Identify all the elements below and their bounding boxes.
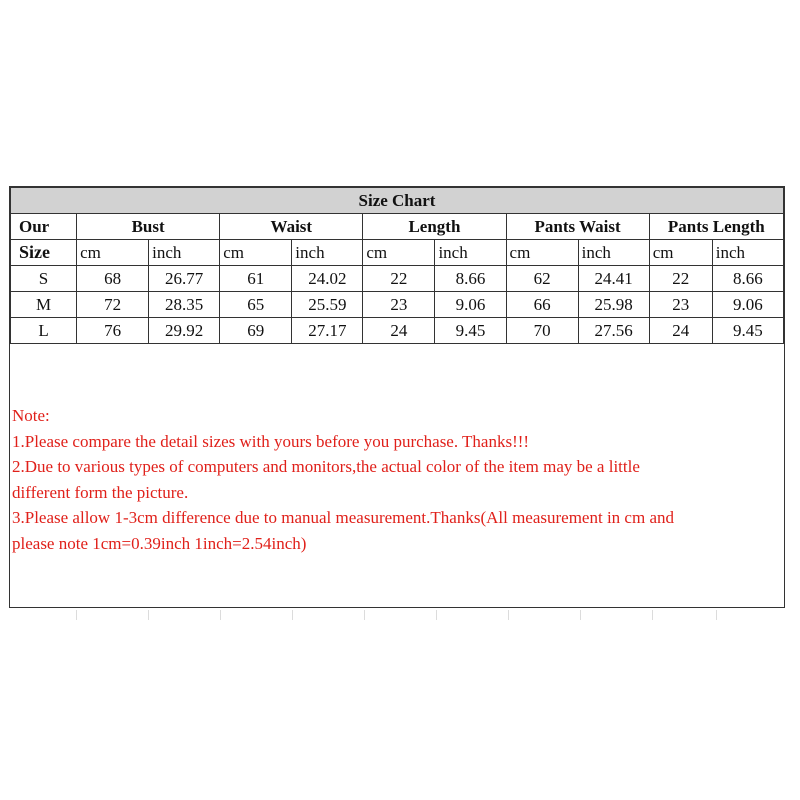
size-chart-table bbox=[10, 187, 784, 344]
group-header-pants-length: Pants Length bbox=[649, 214, 783, 240]
size-cell: L bbox=[11, 318, 77, 344]
unit-inch: inch bbox=[149, 240, 220, 266]
measure-cell: 24.02 bbox=[292, 266, 363, 292]
table-row bbox=[11, 266, 784, 292]
grid-tick bbox=[716, 610, 717, 620]
grid-tick bbox=[76, 610, 77, 620]
group-header-pants-waist: Pants Waist bbox=[506, 214, 649, 240]
measure-cell: 68 bbox=[77, 266, 149, 292]
size-cell: M bbox=[11, 292, 77, 318]
unit-cm: cm bbox=[363, 240, 435, 266]
measure-cell: 24 bbox=[649, 318, 712, 344]
table-row bbox=[11, 292, 784, 318]
our-label: Our bbox=[11, 214, 77, 240]
grid-tick bbox=[436, 610, 437, 620]
unit-inch: inch bbox=[292, 240, 363, 266]
measure-cell: 9.06 bbox=[712, 292, 783, 318]
measure-cell: 24.41 bbox=[578, 266, 649, 292]
notes-section bbox=[12, 403, 782, 556]
measure-cell: 23 bbox=[649, 292, 712, 318]
grid-tick bbox=[148, 610, 149, 620]
measure-cell: 9.45 bbox=[712, 318, 783, 344]
measure-cell: 27.56 bbox=[578, 318, 649, 344]
measure-cell: 28.35 bbox=[149, 292, 220, 318]
unit-inch: inch bbox=[435, 240, 506, 266]
measure-cell: 23 bbox=[363, 292, 435, 318]
measure-cell: 65 bbox=[220, 292, 292, 318]
measure-cell: 8.66 bbox=[712, 266, 783, 292]
note-line: 2.Due to various types of computers and monitors,the actual color of the item may be a little bbox=[12, 457, 640, 476]
grid-tick bbox=[652, 610, 653, 620]
measure-cell: 62 bbox=[506, 266, 578, 292]
unit-cm: cm bbox=[77, 240, 149, 266]
grid-tick bbox=[364, 610, 365, 620]
unit-inch: inch bbox=[712, 240, 783, 266]
size-label: Size bbox=[11, 240, 77, 266]
unit-cm: cm bbox=[649, 240, 712, 266]
grid-tick bbox=[220, 610, 221, 620]
measure-cell: 66 bbox=[506, 292, 578, 318]
measure-cell: 25.98 bbox=[578, 292, 649, 318]
table-row bbox=[11, 318, 784, 344]
note-line: 1.Please compare the detail sizes with yours before you purchase. Thanks!!! bbox=[12, 431, 530, 451]
measure-cell: 22 bbox=[649, 266, 712, 292]
measure-cell: 9.45 bbox=[435, 318, 506, 344]
measure-cell: 26.77 bbox=[149, 266, 220, 292]
size-chart-sheet bbox=[9, 186, 785, 608]
note-line: please note 1cm=0.39inch 1inch=2.54inch) bbox=[12, 533, 307, 553]
unit-cm: cm bbox=[506, 240, 578, 266]
measure-cell: 22 bbox=[363, 266, 435, 292]
measure-cell: 29.92 bbox=[149, 318, 220, 344]
note-heading: Note: bbox=[12, 406, 50, 425]
measure-cell: 61 bbox=[220, 266, 292, 292]
measure-cell: 70 bbox=[506, 318, 578, 344]
measure-cell: 24 bbox=[363, 318, 435, 344]
measure-cell: 25.59 bbox=[292, 292, 363, 318]
note-line: 3.Please allow 1-3cm difference due to manual measurement.Thanks(All measurement in cm and bbox=[12, 508, 674, 527]
measure-cell: 9.06 bbox=[435, 292, 506, 318]
measure-cell: 27.17 bbox=[292, 318, 363, 344]
measure-cell: 76 bbox=[77, 318, 149, 344]
group-header-bust: Bust bbox=[77, 214, 220, 240]
measure-cell: 8.66 bbox=[435, 266, 506, 292]
size-cell: S bbox=[11, 266, 77, 292]
group-header-waist: Waist bbox=[220, 214, 363, 240]
unit-cm: cm bbox=[220, 240, 292, 266]
unit-inch: inch bbox=[578, 240, 649, 266]
note-line: different form the picture. bbox=[12, 482, 189, 502]
measure-cell: 69 bbox=[220, 318, 292, 344]
size-chart-title: Size Chart bbox=[11, 188, 784, 214]
grid-tick bbox=[508, 610, 509, 620]
group-header-length: Length bbox=[363, 214, 506, 240]
measure-cell: 72 bbox=[77, 292, 149, 318]
grid-tick bbox=[292, 610, 293, 620]
grid-tick bbox=[580, 610, 581, 620]
